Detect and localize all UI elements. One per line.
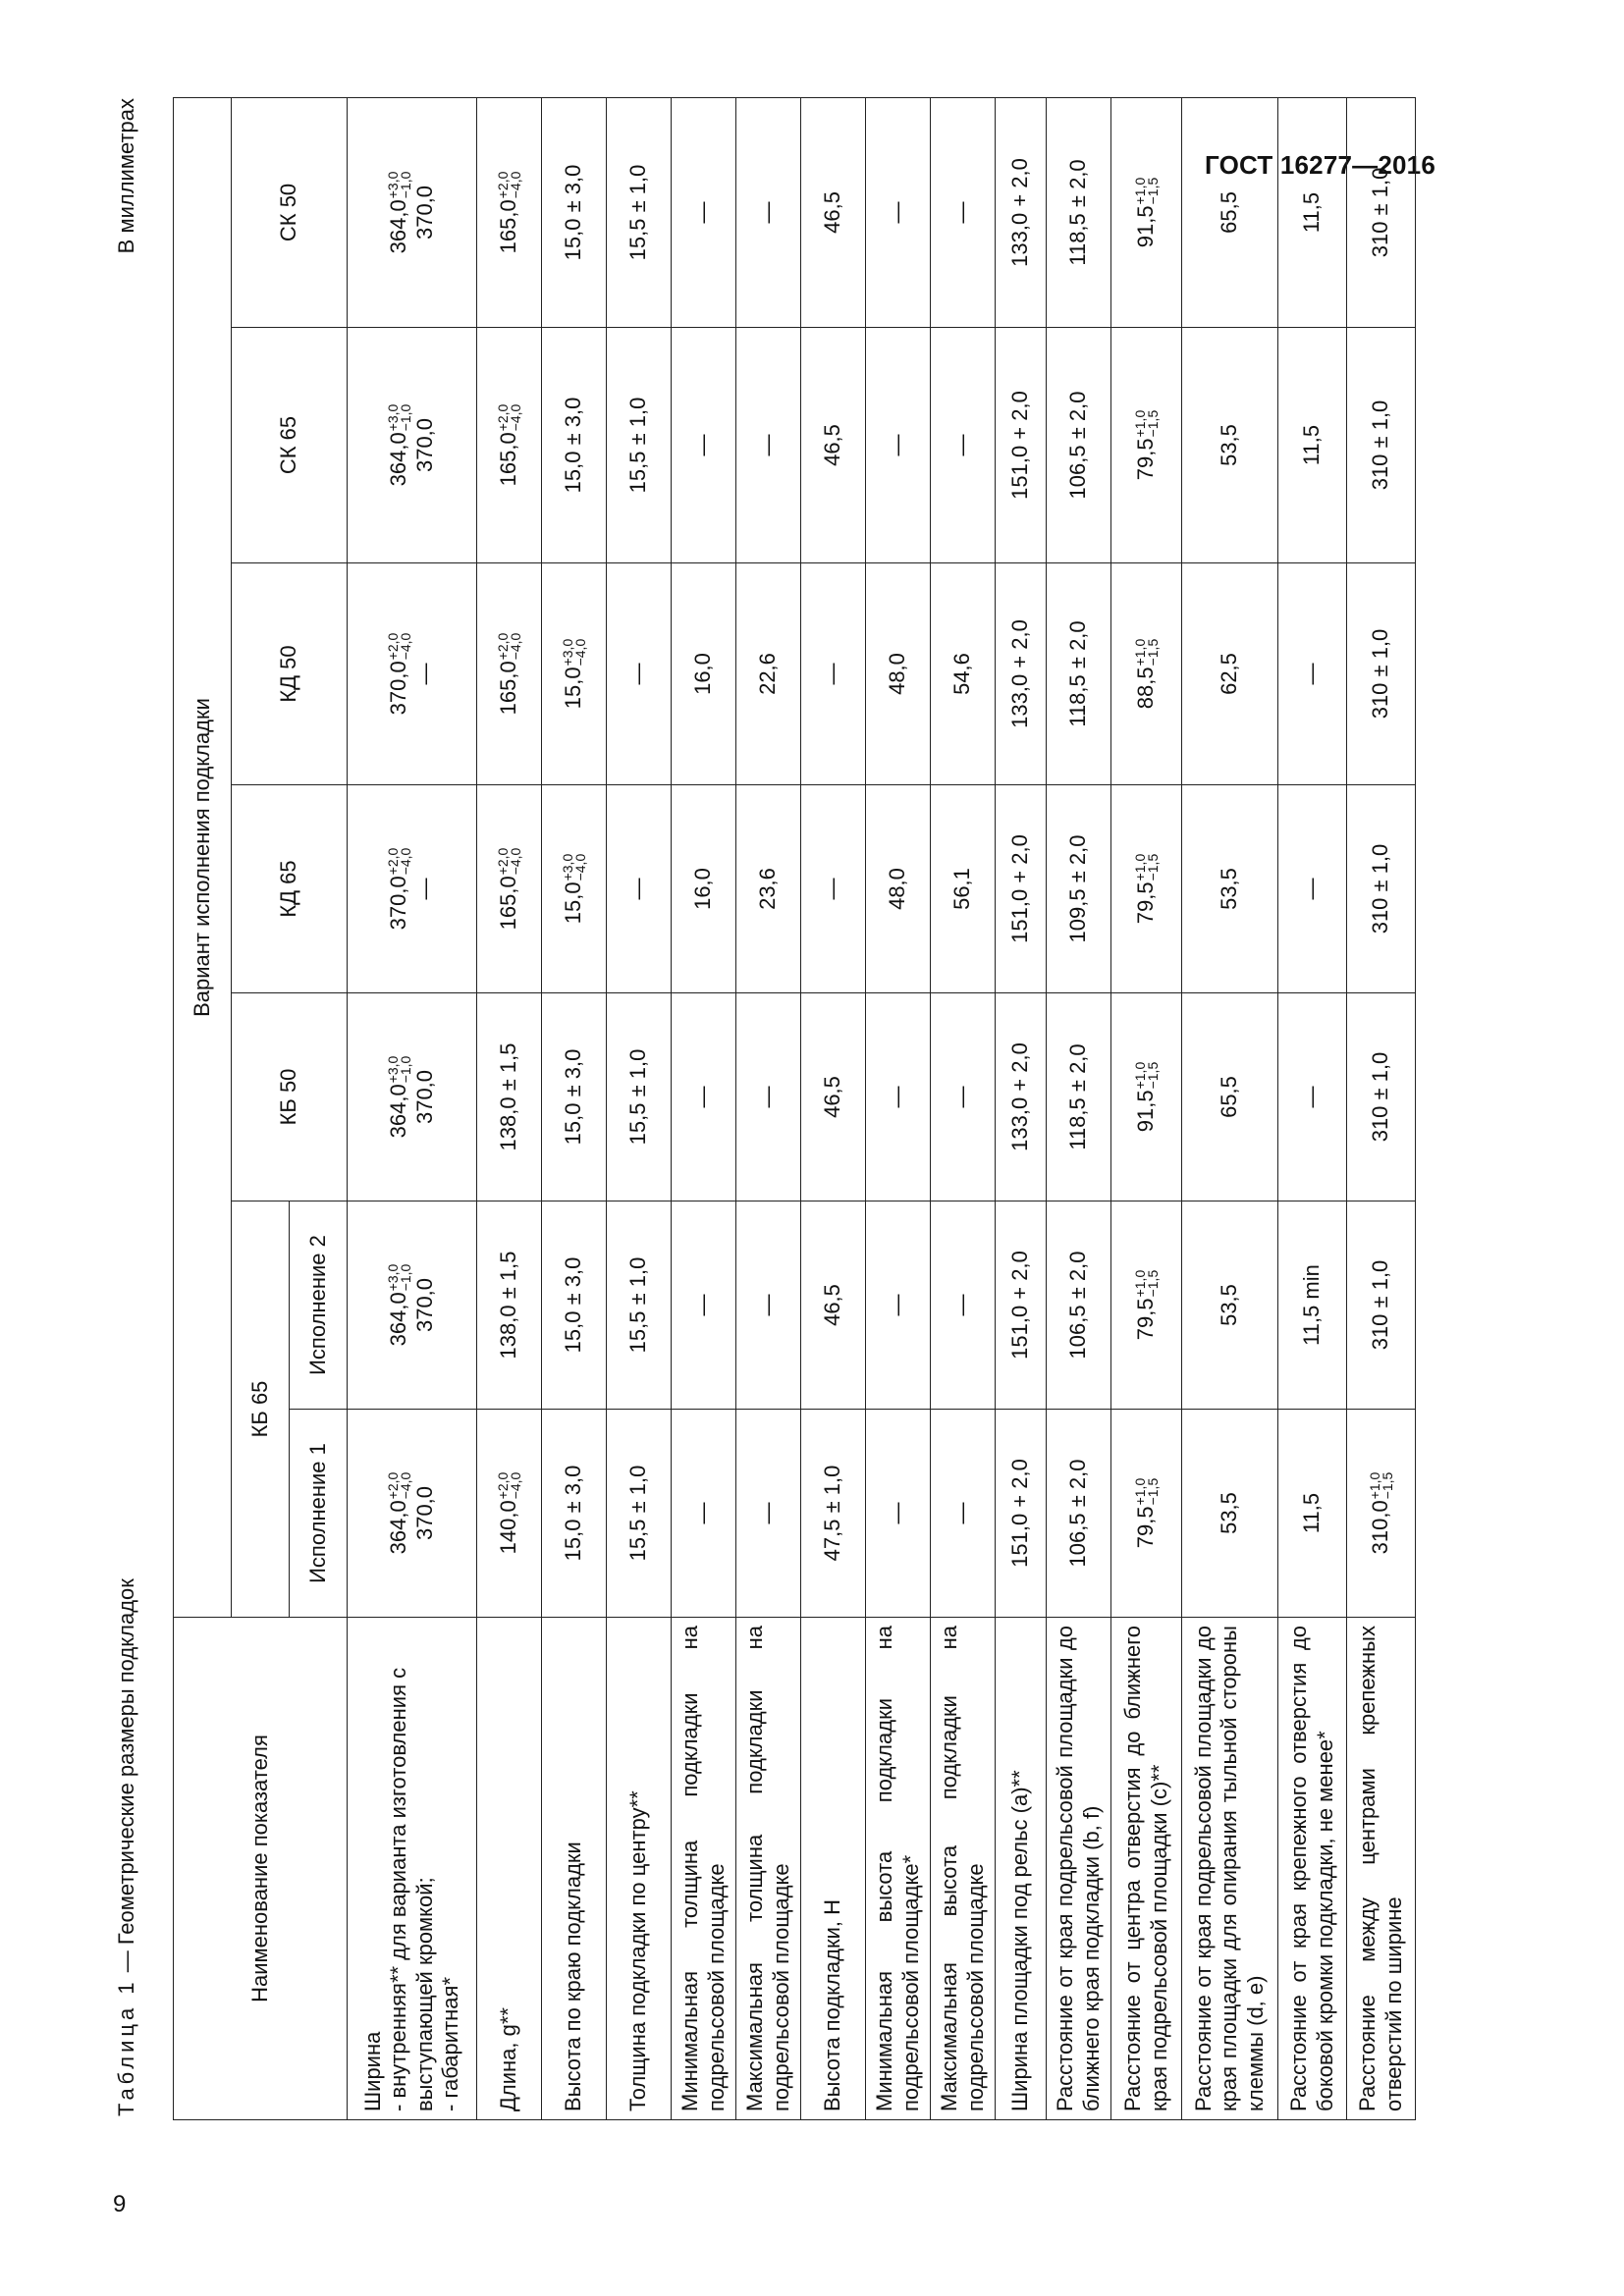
header-variant-group: Вариант исполнения подкладки — [174, 97, 232, 1617]
value-main: 11,5 — [1299, 424, 1325, 466]
value-cell — [996, 785, 1047, 993]
value-cell — [736, 97, 801, 327]
value-main: — — [949, 434, 975, 456]
value-cell — [1047, 328, 1111, 563]
tolerance: +1,0 −1,5 — [1132, 1269, 1162, 1298]
value-cell — [348, 563, 477, 785]
value-main: — — [755, 201, 781, 224]
value-main: — — [625, 878, 651, 900]
value-cell — [348, 785, 477, 993]
value-cell — [672, 993, 736, 1201]
value-main: 140,0 — [495, 1500, 520, 1555]
value-main: 15,5 ± 1,0 — [625, 1048, 651, 1146]
value-main: 46,5 — [820, 1284, 845, 1326]
tolerance: +3,0 −1,0 — [384, 171, 413, 199]
tolerance: +3,0 −4,0 — [560, 853, 589, 881]
value-second-line: 370,0 — [411, 1069, 437, 1125]
tolerance: +3,0 −1,0 — [384, 1263, 413, 1292]
header-kb65: КБ 65 — [232, 1201, 290, 1618]
units-note: В миллиметрах — [114, 98, 138, 254]
value-main: 16,0 — [690, 868, 716, 910]
value-cell — [542, 328, 607, 563]
value-cell — [542, 993, 607, 1201]
value-cell — [1111, 328, 1182, 563]
value-cell — [477, 328, 542, 563]
value-cell — [1278, 1201, 1347, 1410]
value-cell — [996, 1410, 1047, 1618]
tolerance: +1,0 −1,5 — [1132, 409, 1162, 438]
header-exec2: Исполнение 2 — [290, 1201, 348, 1410]
value-main: 151,0 + 2,0 — [1007, 1251, 1033, 1360]
value-main: 118,5 ± 2,0 — [1065, 1043, 1091, 1150]
value-main: 364,0 — [385, 432, 410, 487]
value-main: 310 ± 1,0 — [1368, 843, 1393, 934]
table-body — [348, 97, 1416, 2119]
value-main: — — [885, 201, 910, 224]
value-main: 15,0 ± 3,0 — [561, 1256, 586, 1354]
value-main: 46,5 — [820, 424, 845, 466]
value-cell — [672, 1201, 736, 1410]
value-main: 165,0 — [495, 876, 520, 931]
value-cell — [348, 97, 477, 327]
value-cell — [607, 785, 672, 993]
value-cell — [1111, 1201, 1182, 1410]
indicator-name: Минимальная высота подкладки на подрельсовой площадке* — [866, 1618, 931, 2120]
value-main: 310 ± 1,0 — [1368, 400, 1393, 491]
value-cell — [736, 1201, 801, 1410]
indicator-name: Расстояние от центра отверстия до ближнего края подрельсовой площадки (c)** — [1111, 1618, 1182, 2120]
value-cell — [866, 785, 931, 993]
value-cell — [931, 993, 996, 1201]
indicator-name: Максимальная толщина подкладки на подрельсовой площадке — [736, 1618, 801, 2120]
value-main: 15,5 ± 1,0 — [625, 1256, 651, 1354]
tolerance: +1,0 −1,5 — [1132, 177, 1162, 205]
value-main: — — [885, 434, 910, 456]
tolerance: +1,0 −1,5 — [1132, 1477, 1162, 1506]
value-main: 53,5 — [1217, 868, 1242, 910]
value-main: 310,0 — [1367, 1500, 1392, 1555]
value-main: 133,0 + 2,0 — [1007, 1042, 1033, 1151]
tolerance: +2,0 −4,0 — [495, 847, 524, 876]
value-main: — — [885, 1502, 910, 1524]
value-cell — [607, 993, 672, 1201]
value-main: 53,5 — [1217, 424, 1242, 466]
value-cell — [801, 993, 866, 1201]
value-main: — — [885, 1294, 910, 1316]
value-cell — [477, 1410, 542, 1618]
indicator-name: Расстояние от края крепежного отверстия до боковой кромки подкладки, не менее* — [1278, 1618, 1347, 2120]
indicator-name: Расстояние между центрами крепежных отверстий по ширине — [1347, 1618, 1416, 2120]
value-main: — — [949, 1086, 975, 1108]
value-cell — [1047, 1201, 1111, 1410]
value-cell — [477, 563, 542, 785]
value-main: — — [949, 201, 975, 224]
tolerance: +2,0 −4,0 — [495, 632, 524, 661]
value-main: — — [755, 1294, 781, 1316]
value-main: 165,0 — [495, 661, 520, 716]
value-second-line: — — [411, 878, 437, 900]
tolerance: +3,0 −4,0 — [560, 638, 589, 667]
table-row — [1047, 97, 1111, 2119]
indicator-name: Толщина подкладки по центру** — [607, 1618, 672, 2120]
value-main: 118,5 ± 2,0 — [1065, 620, 1091, 727]
value-cell — [1047, 1410, 1111, 1618]
indicator-name: Ширина - внутренняя** для варианта изготовления с выступающей кромкой; - габаритная* — [348, 1618, 477, 2120]
header-sk50: СК 50 — [232, 97, 348, 327]
value-main: — — [690, 1294, 716, 1316]
value-main: 15,5 ± 1,0 — [625, 164, 651, 261]
value-main: 370,0 — [385, 876, 410, 931]
value-main: 15,0 — [560, 881, 585, 925]
value-cell — [1111, 785, 1182, 993]
value-second-line: 370,0 — [411, 1277, 437, 1333]
table-row — [931, 97, 996, 2119]
value-main: 22,6 — [755, 653, 781, 695]
value-cell — [1182, 97, 1278, 327]
value-main: 79,5 — [1132, 1506, 1158, 1549]
value-main: 46,5 — [820, 1076, 845, 1118]
value-main: 310 ± 1,0 — [1368, 1051, 1393, 1143]
value-cell — [1278, 97, 1347, 327]
indicator-name: Длина, g** — [477, 1618, 542, 2120]
value-main: 56,1 — [949, 868, 975, 910]
value-cell — [477, 993, 542, 1201]
value-cell — [866, 1201, 931, 1410]
header-sk65: СК 65 — [232, 328, 348, 563]
value-cell — [801, 563, 866, 785]
value-cell — [801, 328, 866, 563]
table-row — [801, 97, 866, 2119]
value-main: 165,0 — [495, 432, 520, 487]
value-cell — [1111, 563, 1182, 785]
value-cell — [1182, 1410, 1278, 1618]
indicator-name: Высота подкладки, H — [801, 1618, 866, 2120]
value-cell — [996, 1201, 1047, 1410]
value-cell — [1111, 993, 1182, 1201]
value-main: 364,0 — [385, 1500, 410, 1555]
value-cell — [736, 785, 801, 993]
value-cell — [931, 563, 996, 785]
value-cell — [1047, 97, 1111, 327]
page-number: 9 — [113, 2191, 127, 2217]
table-row — [736, 97, 801, 2119]
value-main: — — [755, 1086, 781, 1108]
value-cell — [1111, 97, 1182, 327]
value-cell — [1278, 1410, 1347, 1618]
indicator-name: Высота по краю подкладки — [542, 1618, 607, 2120]
value-main: 106,5 ± 2,0 — [1065, 1251, 1091, 1360]
table-row — [866, 97, 931, 2119]
value-main: 109,5 ± 2,0 — [1065, 834, 1091, 943]
value-main: 310 ± 1,0 — [1368, 628, 1393, 720]
value-cell — [736, 563, 801, 785]
value-cell — [736, 993, 801, 1201]
table-row — [1278, 97, 1347, 2119]
value-main: 16,0 — [690, 653, 716, 695]
tolerance: +1,0 −1,5 — [1367, 1471, 1396, 1500]
value-main: 151,0 + 2,0 — [1007, 1459, 1033, 1568]
value-cell — [348, 328, 477, 563]
value-cell — [1347, 563, 1416, 785]
value-main: 165,0 — [495, 199, 520, 254]
value-cell — [348, 1410, 477, 1618]
value-main: — — [949, 1502, 975, 1524]
value-main: 364,0 — [385, 1084, 410, 1139]
value-cell — [801, 1201, 866, 1410]
value-cell — [672, 563, 736, 785]
value-main: 138,0 ± 1,5 — [496, 1251, 521, 1360]
value-cell — [1111, 1410, 1182, 1618]
value-second-line: 370,0 — [411, 417, 437, 473]
value-cell — [1182, 993, 1278, 1201]
value-main: 88,5 — [1132, 667, 1158, 710]
header-kd65: КД 65 — [232, 785, 348, 993]
value-main: 138,0 ± 1,5 — [496, 1042, 521, 1151]
value-main: 48,0 — [885, 653, 910, 695]
value-second-line: 370,0 — [411, 1485, 437, 1541]
value-cell — [931, 1410, 996, 1618]
value-cell — [607, 563, 672, 785]
table-row — [1111, 97, 1182, 2119]
value-main: 370,0 — [385, 661, 410, 716]
table-row — [672, 97, 736, 2119]
value-main: 11,5 min — [1299, 1264, 1325, 1346]
value-main: 65,5 — [1217, 191, 1242, 234]
value-main: 79,5 — [1132, 438, 1158, 481]
value-main: 23,6 — [755, 868, 781, 910]
value-cell — [866, 563, 931, 785]
value-main: 53,5 — [1217, 1492, 1242, 1534]
value-cell — [607, 97, 672, 327]
value-cell — [672, 785, 736, 993]
value-cell — [866, 993, 931, 1201]
value-main: 310 ± 1,0 — [1368, 167, 1393, 258]
value-cell — [996, 328, 1047, 563]
value-cell — [542, 563, 607, 785]
value-main: 47,5 ± 1,0 — [820, 1465, 845, 1562]
value-cell — [477, 97, 542, 327]
indicator-name: Минимальная толщина подкладки на подрельсовой площадке — [672, 1618, 736, 2120]
table-row — [1347, 97, 1416, 2119]
value-cell — [542, 1201, 607, 1410]
value-main: 310 ± 1,0 — [1368, 1259, 1393, 1351]
value-cell — [801, 1410, 866, 1618]
value-main: — — [820, 878, 845, 900]
value-main: 11,5 — [1299, 1492, 1325, 1534]
indicator-name: Максимальная высота подкладки на подрельсовой площадке — [931, 1618, 996, 2120]
table-row — [542, 97, 607, 2119]
value-second-line: — — [411, 663, 437, 685]
value-cell — [1182, 785, 1278, 993]
value-main: — — [1299, 663, 1325, 685]
value-main: 11,5 — [1299, 191, 1325, 234]
value-main: — — [690, 201, 716, 224]
value-second-line: 370,0 — [411, 185, 437, 240]
header-kd50: КД 50 — [232, 563, 348, 785]
value-cell — [1047, 785, 1111, 993]
value-main: — — [820, 663, 845, 685]
value-main: 133,0 + 2,0 — [1007, 158, 1033, 267]
value-main: 133,0 + 2,0 — [1007, 619, 1033, 728]
value-main: 364,0 — [385, 199, 410, 254]
indicator-name: Расстояние от края подрельсовой площадки до края площадки для опирания тыльной стороны клеммы (d, e) — [1182, 1618, 1278, 2120]
value-main: 151,0 + 2,0 — [1007, 391, 1033, 500]
value-cell — [607, 1201, 672, 1410]
value-cell — [542, 785, 607, 993]
indicator-name: Ширина площадки под рельс (a)** — [996, 1618, 1047, 2120]
value-main: 15,0 ± 3,0 — [561, 397, 586, 494]
value-main: 79,5 — [1132, 881, 1158, 925]
value-main: 91,5 — [1132, 205, 1158, 248]
value-cell — [866, 1410, 931, 1618]
rotated-table-block — [112, 98, 1447, 2120]
value-main: 15,0 ± 3,0 — [561, 164, 586, 261]
value-main: 106,5 ± 2,0 — [1065, 1459, 1091, 1568]
value-cell — [477, 1201, 542, 1410]
value-cell — [477, 785, 542, 993]
value-cell — [996, 993, 1047, 1201]
value-main: 91,5 — [1132, 1090, 1158, 1133]
dimensions-table — [173, 97, 1416, 2120]
value-cell — [607, 328, 672, 563]
value-cell — [736, 328, 801, 563]
value-main: 15,5 ± 1,0 — [625, 1465, 651, 1562]
value-main: 15,0 — [560, 667, 585, 710]
value-cell — [931, 328, 996, 563]
table-row — [1182, 97, 1278, 2119]
value-cell — [672, 328, 736, 563]
value-cell — [1182, 328, 1278, 563]
value-main: 151,0 + 2,0 — [1007, 834, 1033, 943]
value-cell — [1047, 993, 1111, 1201]
value-cell — [866, 328, 931, 563]
value-cell — [348, 993, 477, 1201]
value-main: 54,6 — [949, 653, 975, 695]
tolerance: +3,0 −1,0 — [384, 403, 413, 432]
tolerance: +2,0 −4,0 — [384, 847, 413, 876]
value-cell — [1278, 563, 1347, 785]
value-cell — [1182, 1201, 1278, 1410]
header-kb50: КБ 50 — [232, 993, 348, 1201]
table-caption: Таблица 1 — Геометрические размеры подкладок — [114, 1578, 138, 2116]
value-main: 48,0 — [885, 868, 910, 910]
value-cell — [931, 97, 996, 327]
value-main: — — [1299, 1086, 1325, 1108]
value-cell — [736, 1410, 801, 1618]
tolerance: +2,0 −4,0 — [495, 171, 524, 199]
value-main: — — [755, 434, 781, 456]
header-exec1: Исполнение 1 — [290, 1410, 348, 1618]
value-cell — [1278, 785, 1347, 993]
value-main: 46,5 — [820, 191, 845, 234]
tolerance: +2,0 −4,0 — [495, 1471, 524, 1500]
value-main: 15,0 ± 3,0 — [561, 1048, 586, 1146]
value-main: — — [1299, 878, 1325, 900]
value-main: 53,5 — [1217, 1284, 1242, 1326]
value-cell — [1347, 993, 1416, 1201]
value-cell — [1347, 1410, 1416, 1618]
value-main: — — [755, 1502, 781, 1524]
value-main: — — [690, 434, 716, 456]
value-main: 79,5 — [1132, 1298, 1158, 1341]
value-cell — [1278, 993, 1347, 1201]
header-indicator: Наименование показателя — [174, 1618, 348, 2120]
value-cell — [996, 97, 1047, 327]
value-cell — [672, 97, 736, 327]
tolerance: +3,0 −1,0 — [384, 1055, 413, 1084]
value-cell — [1278, 328, 1347, 563]
value-cell — [996, 563, 1047, 785]
value-cell — [1047, 563, 1111, 785]
tolerance: +1,0 −1,5 — [1132, 638, 1162, 667]
table-row — [996, 97, 1047, 2119]
value-cell — [348, 1201, 477, 1410]
value-cell — [801, 97, 866, 327]
value-cell — [866, 97, 931, 327]
value-cell — [672, 1410, 736, 1618]
tolerance: +2,0 −4,0 — [495, 403, 524, 432]
value-main: 106,5 ± 2,0 — [1065, 391, 1091, 500]
value-cell — [1347, 97, 1416, 327]
value-main: — — [690, 1086, 716, 1108]
table-row — [477, 97, 542, 2119]
value-main: 364,0 — [385, 1292, 410, 1347]
value-main: — — [625, 663, 651, 685]
value-cell — [931, 1201, 996, 1410]
value-main: — — [690, 1502, 716, 1524]
tolerance: +1,0 −1,5 — [1132, 1061, 1162, 1090]
value-cell — [1347, 785, 1416, 993]
tolerance: +1,0 −1,5 — [1132, 853, 1162, 881]
tolerance: +2,0 −4,0 — [384, 1471, 413, 1500]
value-main: — — [949, 1294, 975, 1316]
value-main: 15,5 ± 1,0 — [625, 397, 651, 494]
value-cell — [607, 1410, 672, 1618]
value-cell — [801, 785, 866, 993]
value-main: 15,0 ± 3,0 — [561, 1465, 586, 1562]
value-cell — [542, 97, 607, 327]
value-main: 118,5 ± 2,0 — [1065, 159, 1091, 266]
table-row — [607, 97, 672, 2119]
indicator-name: Расстояние от края подрельсовой площадки до ближнего края подкладки (b, f) — [1047, 1618, 1111, 2120]
standard-header: ГОСТ 16277—2016 — [1205, 150, 1435, 180]
tolerance: +2,0 −4,0 — [384, 632, 413, 661]
value-cell — [1347, 328, 1416, 563]
value-main: 62,5 — [1217, 653, 1242, 695]
value-cell — [542, 1410, 607, 1618]
table-row — [348, 97, 477, 2119]
value-cell — [1182, 563, 1278, 785]
value-cell — [1347, 1201, 1416, 1410]
value-main: 65,5 — [1217, 1076, 1242, 1118]
value-main: — — [885, 1086, 910, 1108]
value-cell — [931, 785, 996, 993]
